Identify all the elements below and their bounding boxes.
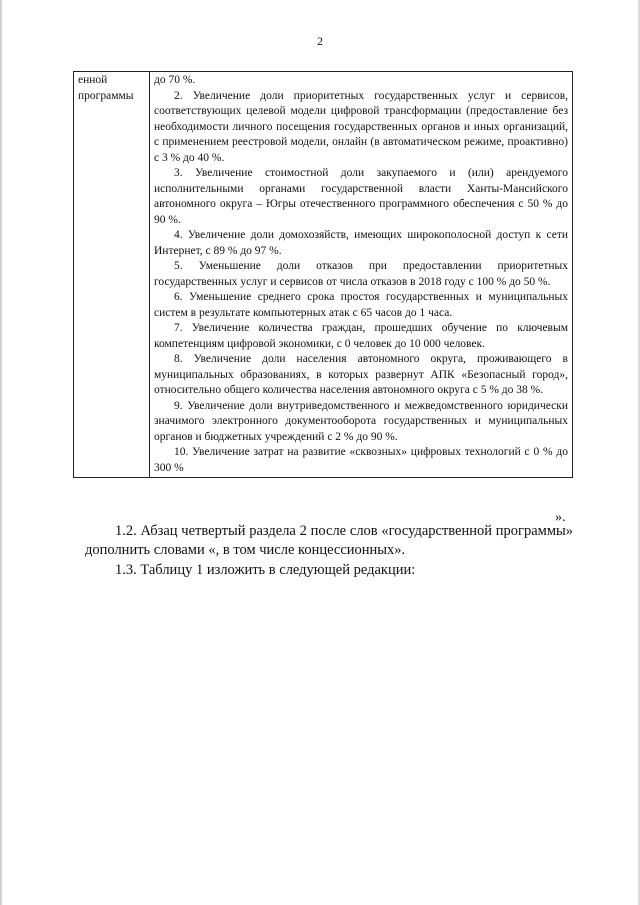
amendment-paragraph-1-3 — [85, 561, 573, 580]
list-item: 6. Уменьшение среднего срока простоя государственных и муниципальных систем в результате компьютерных атак с 65 часов до 1 часа. — [154, 291, 568, 319]
list-item: до 70 %. — [154, 74, 196, 86]
list-item: 9. Увеличение доли внутриведомственного и межведомственного юридически значимого электронного документооборота государственных и муниципальных органов и бюджетных учреждений с 2 % до 90 %. — [154, 399, 568, 443]
list-item: 7. Увеличение количества граждан, прошедших обучение по ключевым компетенциям цифровой экономики, с 0 человек до 10 000 человек. — [154, 322, 568, 350]
list-item: 8. Увеличение доли населения автономного округа, проживающего в муниципальных образованиях, в которых развернут АПК «Безопасный город», относительно общего количества населения автономного округа с 5 % до 38 %. — [154, 353, 568, 396]
paragraph-text: 1.3. Таблицу 1 изложить в следующей редакции: — [115, 562, 416, 578]
program-table — [73, 71, 573, 478]
list-item: 5. Уменьшение доли отказов при предоставлении приоритетных государственных услуг и сервисов от числа отказов в 2018 году с 100 % до 50 %. — [154, 260, 568, 288]
list-item: 4. Увеличение доли домохозяйств, имеющих широкополосной доступ к сети Интернет, с 89 % до 97 %. — [154, 229, 568, 257]
table-left-cell — [74, 72, 150, 478]
list-item: 3. Увеличение стоимостной доли закупаемого и (или) арендуемого исполнительными органами государственной власти Ханты-Мансийского автономного округа – Югры отечественного программного обеспечения с 50 % до 90 %. — [154, 167, 568, 226]
scan-edge-left — [0, 0, 3, 905]
left-cell-line: программы — [78, 89, 134, 102]
table-row — [74, 72, 573, 478]
page-number: 2 — [317, 34, 323, 48]
left-cell-line: енной — [78, 74, 108, 86]
list-item: 10. Увеличение затрат на развитие «сквозных» цифровых технологий с 0 % до 300 % — [154, 446, 568, 474]
list-item: 2. Увеличение доли приоритетных государственных услуг и сервисов, соответствующих целевой модели цифровой трансформации (предоставление без необходимости личного посещения государственных органов и иных организаций, с применением реестровой модели, онлайн (в автоматическом режиме, проактивно) с 3 % до 40 %. — [154, 89, 568, 164]
table-right-cell — [150, 72, 573, 478]
paragraph-text: 1.2. Абзац четвертый раздела 2 после слов «государственной программы» дополнить словами «, в том числе концессионных». — [85, 523, 573, 558]
amendment-paragraph-1-2 — [85, 522, 573, 560]
closing-quote: ». — [555, 510, 566, 525]
